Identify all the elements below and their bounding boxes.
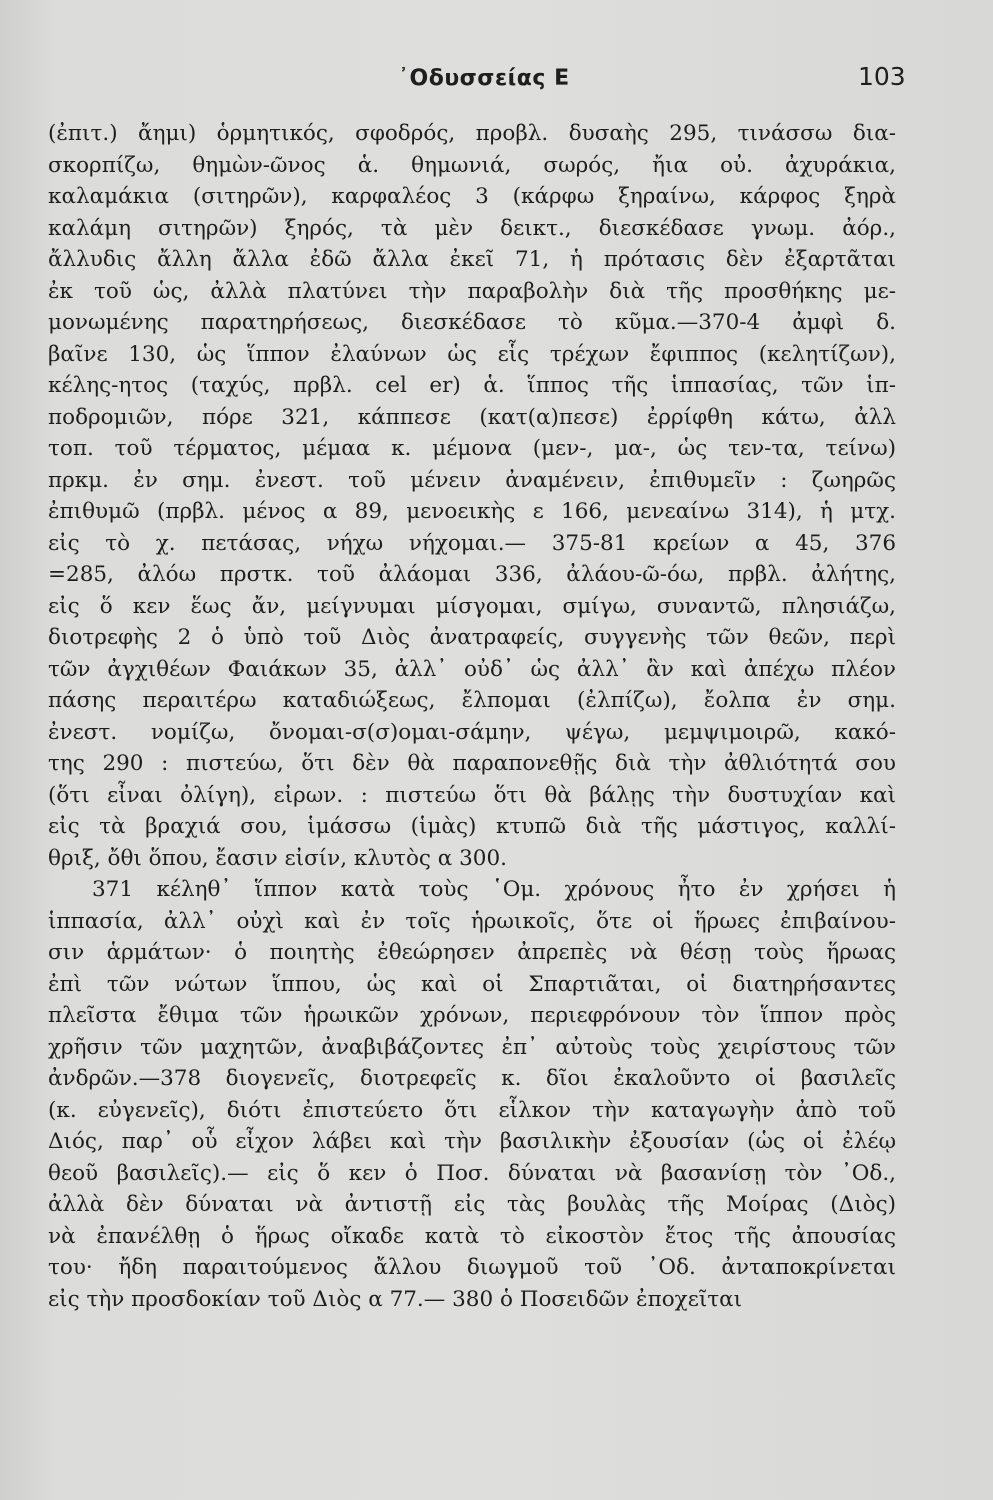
text-line: πλεῖστα ἔθιμα τῶν ἡρωικῶν χρόνων, περιεφρόνουν τὸν ἵππον πρὸς: [48, 1003, 896, 1028]
commentary-text: [48, 118, 896, 1315]
text-line: θεοῦ βασιλεῖς).— εἰς ὅ κεν ὁ Ποσ. δύναται νὰ βασανίσῃ τὸν ᾽Οδ.,: [48, 1160, 896, 1186]
text-line: σκορπίζω, θημὼν-ῶνος ἁ. θημωνιά, σωρός, ἤια οὐ. ἀχυράκια,: [48, 152, 896, 178]
text-line: διοτρεφὴς 2 ὁ ὑπὸ τοῦ Διὸς ἀνατραφείς, συγγενὴς τῶν θεῶν, περὶ: [48, 625, 896, 650]
text-line: πάσης περαιτέρω καταδιώξεως, ἔλπομαι (ἐλπίζω), ἔολπα ἐν σημ.: [48, 688, 896, 713]
text-line: ἀλλὰ δὲν δύναται νὰ ἀντιστῇ εἰς τὰς βουλὰς τῆς Μοίρας (Διὸς): [48, 1192, 896, 1217]
text-line: πρκμ. ἐν σημ. ἐνεστ. τοῦ μένειν ἀναμένειν, ἐπιθυμεῖν : ζωηρῶς: [48, 467, 896, 493]
text-line: βαῖνε 130, ὡς ἵππον ἐλαύνων ὡς εἷς τρέχων ἔφιππος (κελητίζων),: [48, 341, 896, 367]
running-title: ᾽Οδυσσείας Ε: [398, 66, 570, 91]
text-line: (κ. εὐγενεῖς), διότι ἐπιστεύετο ὅτι εἷλκον τὴν καταγωγὴν ἀπὸ τοῦ: [48, 1097, 896, 1123]
text-line: νὰ ἐπανέλθῃ ὁ ἥρως οἴκαδε κατὰ τὸ εἰκοστὸν ἔτος τῆς ἀπουσίας: [48, 1223, 896, 1249]
text-line: ἐκ τοῦ ὡς, ἀλλὰ πλατύνει τὴν παραβολὴν διὰ τῆς προσθήκης με-: [48, 278, 896, 304]
text-line: της 290 : πιστεύω, ὅτι δὲν θὰ παραπονεθῇς διὰ τὴν ἀθλιότητά σου: [48, 751, 896, 776]
page-number: 103: [858, 62, 906, 91]
text-line: του· ἤδη παραιτούμενος ἄλλου διωγμοῦ τοῦ ᾽Οδ. ἀνταποκρίνεται: [48, 1255, 896, 1280]
text-line: =285, ἀλόω πρστκ. τοῦ ἀλάομαι 336, ἀλάου-ῶ-όω, πρβλ. ἀλήτης,: [48, 562, 896, 587]
text-line: καλάμη σιτηρῶν) ξηρός, τὰ μὲν δεικτ., διεσκέδασε γνωμ. ἀόρ.,: [48, 215, 896, 241]
text-line: (ἐπιτ.) ἄημι) ὁρμητικός, σφοδρός, προβλ. δυσαὴς 295, τινάσσω δια-: [48, 121, 896, 146]
text-line: θριξ, ὄθι ὅπου, ἔασιν εἰσίν, κλυτὸς α 300.: [48, 845, 507, 871]
text-line: ποδρομιῶν, πόρε 321, κάππεσε (κατ(α)πεσε) ἐρρίφθη κάτω, ἀλλ: [48, 404, 896, 430]
text-line: μονωμένης παρατηρήσεως, διεσκέδασε τὸ κῦμα.—370-4 ἀμφὶ δ.: [48, 310, 896, 335]
text-line: τῶν ἀγχιθέων Φαιάκων 35, ἀλλ᾽ οὐδ᾽ ὡς ἀλλ᾽ ἂν καὶ ἀπέχω πλέον: [48, 656, 896, 682]
text-line: Διός, παρ᾽ οὗ εἶχον λάβει καὶ τὴν βασιλικὴν ἐξουσίαν (ὡς οἱ ἐλέῳ: [48, 1129, 896, 1154]
text-line: καλαμάκια (σιτηρῶν), καρφαλέος 3 (κάρφω ξηραίνω, κάρφος ξηρὰ: [48, 184, 896, 209]
text-line: 371 κέληθ᾽ ἵππον κατὰ τοὺς ῾Ομ. χρόνους ἦτο ἐν χρήσει ἡ: [92, 877, 896, 902]
text-line: κέλης-ητος (ταχύς, πρβλ. cel er) ἁ. ἵππος τῆς ἱππασίας, τῶν ἱπ-: [48, 373, 896, 398]
text-line: χρῆσιν τῶν μαχητῶν, ἀναβιβάζοντες ἐπ᾽ αὐτοὺς τοὺς χειρίστους τῶν: [48, 1034, 896, 1060]
text-line: εἰς τὴν προσδοκίαν τοῦ Διὸς α 77.— 380 ὁ Ποσειδῶν ἐποχεῖται: [48, 1286, 743, 1312]
text-line: ἱππασία, ἀλλ᾽ οὐχὶ καὶ ἐν τοῖς ἡρωικοῖς, ὅτε οἱ ἥρωες ἐπιβαίνου-: [48, 908, 896, 934]
text-line: ἐνεστ. νομίζω, ὄνομαι-σ(σ)ομαι-σάμην, ψέγω, μεμψιμοιρῶ, κακό-: [48, 719, 896, 745]
text-line: σιν ἁρμάτων· ὁ ποιητὴς ἐθεώρησεν ἀπρεπὲς νὰ θέσῃ τοὺς ἥρωας: [48, 940, 896, 965]
text-line: εἰς τὸ χ. πετάσας, νήχω νήχομαι.— 375-81 κρείων α 45, 376: [48, 530, 896, 556]
text-line: εἰς ὅ κεν ἕως ἄν, μείγνυμαι μίσγομαι, σμίγω, συναντῶ, πλησιάζω,: [48, 593, 896, 619]
text-line: ἐπὶ τῶν νώτων ἵππου, ὡς καὶ οἱ Σπαρτιᾶται, οἱ διατηρήσαντες: [48, 971, 896, 997]
text-line: ἐπιθυμῶ (πρβλ. μένος α 89, μενοεικὴς ε 166, μενεαίνω 314), ἡ μτχ.: [48, 499, 896, 524]
text-line: ἀνδρῶν.—378 διογενεῖς, διοτρεφεῖς κ. δῖοι ἐκαλοῦντο οἱ βασιλεῖς: [48, 1066, 896, 1091]
page-header: [0, 62, 993, 102]
text-line: τοπ. τοῦ τέρματος, μέμαα κ. μέμονα (μεν-, μα-, ὡς τεν-τα, τείνω): [48, 436, 896, 461]
text-line: ἄλλυδις ἄλλη ἄλλα ἐδῶ ἄλλα ἐκεῖ 71, ἡ πρότασις δὲν ἐξαρτᾶται: [48, 247, 896, 272]
text-line: εἰς τὰ βραχιά σου, ἱμάσσω (ἱμὰς) κτυπῶ διὰ τῆς μάστιγος, καλλί-: [48, 814, 896, 839]
text-line: (ὅτι εἶναι ὀλίγη), εἰρων. : πιστεύω ὅτι θὰ βάλῃς τὴν δυστυχίαν καὶ: [48, 782, 896, 808]
